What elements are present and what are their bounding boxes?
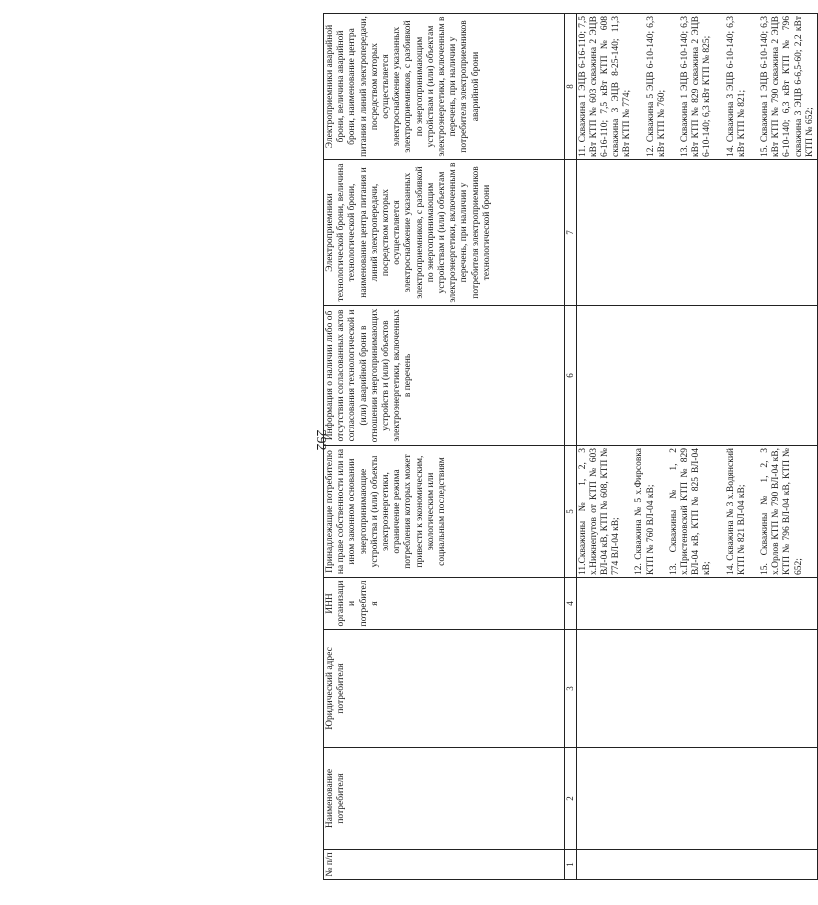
column-number: 3 xyxy=(565,630,577,748)
cell-consumer-name xyxy=(576,748,817,850)
header-cell: Принадлежащие потребителю на праве собственности или на ином законном основании энергопринимающие устройства и (или) объекты электроэнергетики, ограничение режима потребления которых может привести к экономическим, экологическим или социальным последствиям xyxy=(324,446,565,578)
column-number: 6 xyxy=(565,306,577,446)
reserve-entry: 15. Скважина 1 ЭЦВ 6-10-140; 6,3 кВт КТП № 790 скважина 2 ЭЦВ 6-10-140; 6,3 кВт КТП № 796 скважина 3 ЭЦВ 6-6,5-60; 2,2 кВт КТП № 652; xyxy=(760,16,815,157)
consumers-table xyxy=(323,13,818,880)
reserve-entry: 11. Скважина 1 ЭЦВ 6-16-110; 7,5 кВт КТП № 603 скважина 2 ЭЦВ 6-16-110; 7,5 кВт КТП № 608 скважина 3 ЭЦВ 8-25-140; 11,3 кВт КТП № 774; xyxy=(577,16,633,157)
cell-devices xyxy=(576,446,817,578)
table-header-row xyxy=(324,14,565,880)
device-entry: 11.Скважины № 1, 2, 3 х.Нижнепутов от КТП № 603 ВЛ-04 кВ, КТП № 608, КТП № 774 ВЛ-04 кВ; xyxy=(577,448,622,575)
header-cell: Юридический адрес потребителя xyxy=(324,630,565,748)
column-number: 2 xyxy=(565,748,577,850)
cell-number xyxy=(576,850,817,880)
device-entry: 12. Скважина № 5 х.Фирсовка КТП № 760 ВЛ-04 кВ; xyxy=(634,448,656,575)
device-entry: 15. Скважины № 1, 2, 3 х.Орлов КТП № 790 ВЛ-04 кВ, КТП № 796 ВЛ-04 кВ, КТП № 652; xyxy=(760,448,804,575)
reserve-entry: 13. Скважина 1 ЭЦВ 6-10-140; 6,3 кВт КТП № 829 скважина 2 ЭЦВ 6-10-140; 6,3 кВт КТП № 825; xyxy=(680,16,713,157)
device-entry: 13. Скважины № 1, 2 х.Пристеновский КТП № 829 ВЛ-04 кВ, КТП № 825 ВЛ-04 кВ; xyxy=(668,448,713,575)
header-cell: Электроприемники аварийной брони, величина аварийной брони, наименование центра питания и линий электропередачи, посредством которых осуществляется электроснабжение указанных электроприемников, с разбивкой по энергопринимающим устройствам и (или) объектам электроэнергетики, включенным в перечень, при наличии у потребителя электроприемников аварийной брони xyxy=(324,14,565,160)
reserve-entry: 14. Скважина 3 ЭЦВ 6-10-140; 6,3 кВт КТП № 821; xyxy=(725,16,747,157)
column-number: 4 xyxy=(565,578,577,630)
column-number: 8 xyxy=(565,14,577,160)
reserve-entry: 12. Скважина 5 ЭЦВ 6-10-140; 6,3 кВт КТП № 760; xyxy=(645,16,667,157)
column-number: 7 xyxy=(565,160,577,306)
cell-legal-address xyxy=(576,630,817,748)
header-cell: Наименование потребителя xyxy=(324,748,565,850)
cell-tech-reserve xyxy=(576,160,817,306)
cell-acts-info xyxy=(576,306,817,446)
page-number: 292 xyxy=(313,429,328,451)
header-cell: Электроприемники технологической брони, величина технологической брони, наименование центра питания и линий электропередачи, посредством которых осуществляется электроснабжение указанных электроприемников, с разбивкой по энергопринимающим устройствам и (или) объектам электроэнергетики, включенным в перечень, при наличии у потребителя электроприемников технологической брони xyxy=(324,160,565,306)
column-number-row xyxy=(565,14,577,880)
table-row xyxy=(576,14,817,880)
rotated-table-container xyxy=(323,14,818,880)
cell-emergency-reserve xyxy=(576,14,817,160)
column-number: 1 xyxy=(565,850,577,880)
column-number: 5 xyxy=(565,446,577,578)
header-cell: Информация о наличии либо об отсутствии согласованных актов согласования технологической и (или) аварийной брони в отношении энергопринимающих устройств и (или) объектов электроэнергетики, включенных в перечень xyxy=(324,306,565,446)
cell-inn xyxy=(576,578,817,630)
header-cell: ИНН организации потребителя xyxy=(324,578,565,630)
header-cell: № п/п xyxy=(324,850,565,880)
device-entry: 14. Скважина № 3 х.Водянский КТП № 821 ВЛ-04 кВ; xyxy=(725,448,747,575)
